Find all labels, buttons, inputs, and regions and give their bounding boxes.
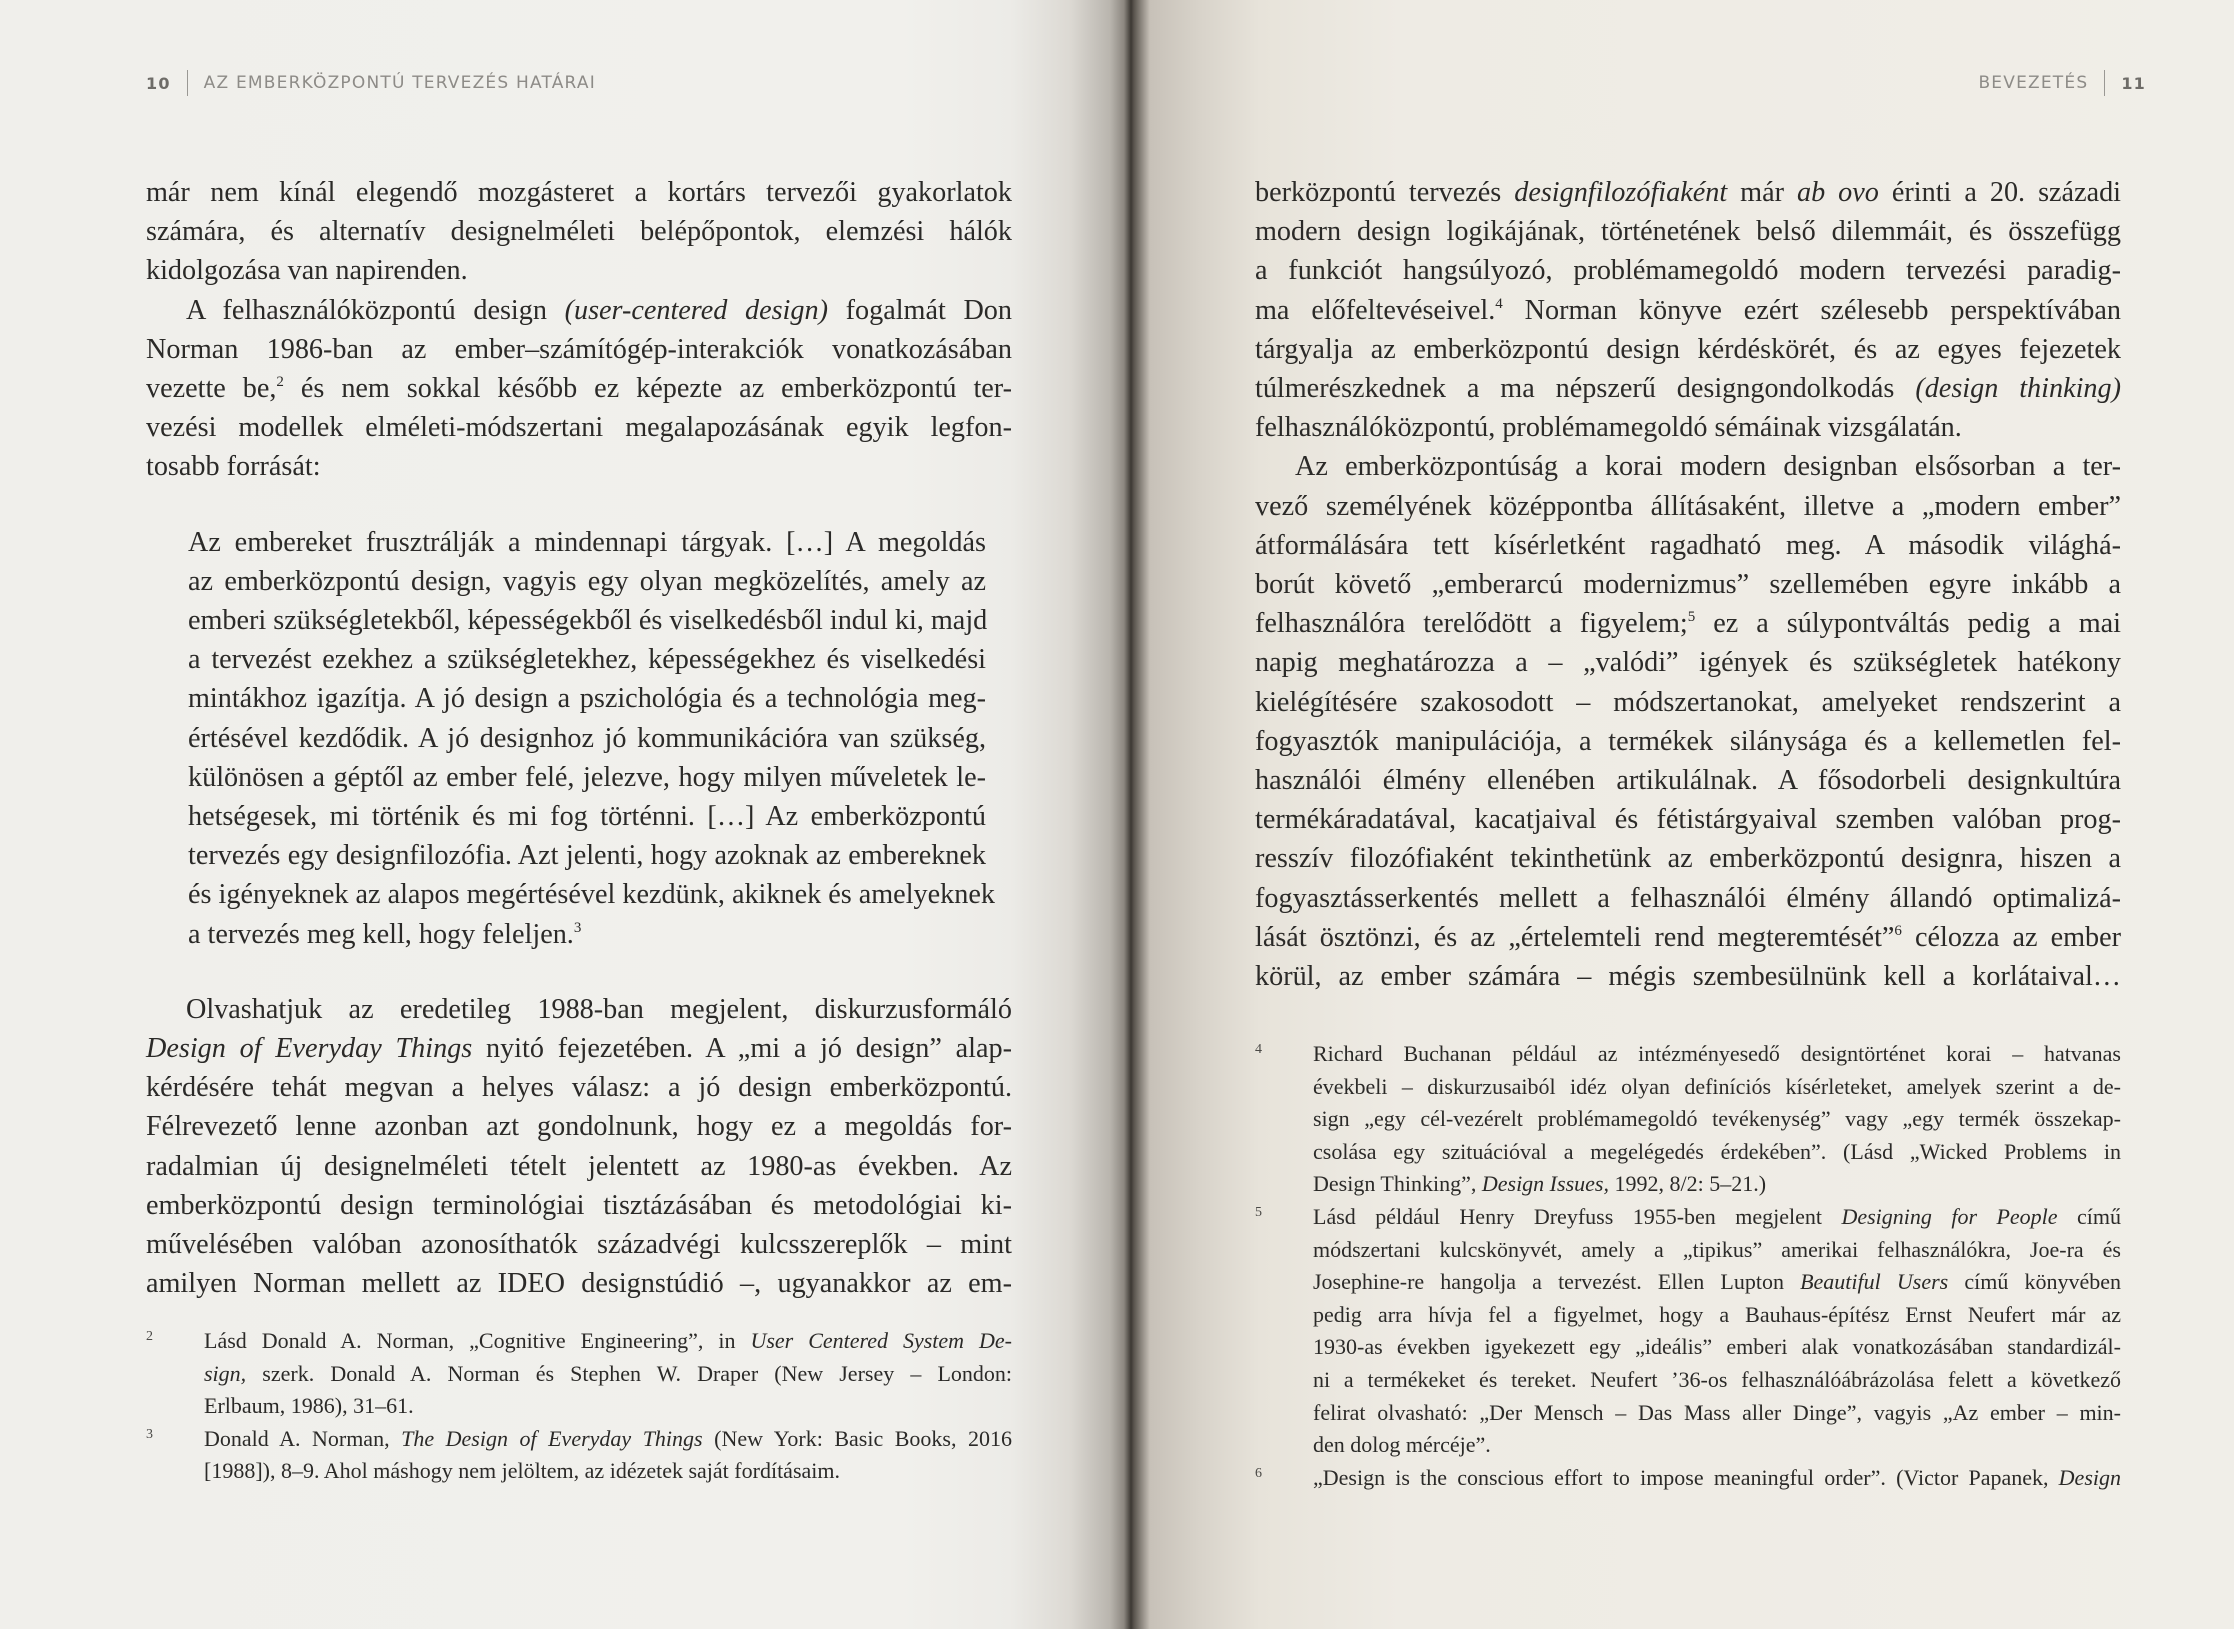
text-line: fogyasztók manipulációja, a termékek silánysága és a kellemetlen fel- (1255, 725, 2121, 757)
footnote-line (1313, 1462, 2121, 1495)
footnote-line (204, 1423, 1012, 1456)
running-head-left (146, 70, 596, 96)
text-line: Félrevezető lenne azonban azt gondolnunk, hogy ez a megoldás for- (146, 1111, 1012, 1143)
text-span: lását ösztönzi, és az „értelemteli rend megteremtését” (1255, 921, 1895, 953)
text-span: (New York: Basic Books, 2016 (702, 1425, 1013, 1451)
right-page (1134, 0, 2234, 1629)
text-line: átformálására tett kísérletként ragadható meg. A második világhá- (1255, 529, 2121, 561)
journal-title: Design Issues, (1481, 1171, 1609, 1197)
text-span: nyitó fejezetében. A „mi a jó design” alap- (472, 1033, 1012, 1065)
text-span: ez a súlypontváltás pedig a mai (1695, 608, 2121, 640)
text-span: című könyvében (1948, 1269, 2121, 1295)
italic-term: designfilozófiaként (1514, 177, 1728, 208)
text-span: Lásd például Henry Dreyfuss 1955-ben megjelent (1313, 1203, 1842, 1229)
text-line: felhasználóközpontú, problémamegoldó sémáinak vizsgálatán. (1255, 412, 1962, 444)
text-line (146, 291, 1012, 330)
footnote-number: 4 (1255, 1042, 1262, 1057)
text-span: fogalmát Don (827, 294, 1012, 326)
footnote-line: Richard Buchanan például az intézményesedő designtörténet korai – hatvanas (1313, 1041, 2121, 1066)
text-span: 1992, 8/2: 5–21.) (1608, 1171, 1767, 1197)
book-title: The Design of Everyday Things (401, 1425, 703, 1451)
text-span: Lásd Donald A. Norman, „Cognitive Engineering”, in (204, 1328, 751, 1353)
footnote-ref[interactable]: 5 (1687, 609, 1696, 626)
footnote-line: módszertani kulcskönyvét, amely a „tipikus” amerikai felhasználókra, Joe-ra és (1313, 1236, 2121, 1262)
text-line: számára, és alternatív designelméleti belépőpontok, elemzési hálók (146, 216, 1012, 248)
text-line: művelésében valóban azonosíthatók századvégi kulcsszereplők – mint (146, 1229, 1012, 1261)
book-title: Designing for People (1841, 1203, 2058, 1229)
page-number: 10 (146, 73, 171, 93)
text-line (146, 1029, 1012, 1068)
text-span: Donald A. Norman, (204, 1425, 402, 1451)
text-span: Josephine-re hangolja a tervezést. Ellen Lupton (1313, 1269, 1801, 1295)
text-line (1255, 604, 2121, 643)
text-span: és nem sokkal később ez képezte az emberközpontú ter- (283, 373, 1013, 405)
text-line: vezési modellek elméleti-módszertani megalapozásának egyik legfon- (146, 412, 1012, 444)
text-span: túlmerészkednek a ma népszerű designgondolkodás (1255, 373, 1916, 405)
footnote-ref[interactable]: 2 (276, 374, 284, 391)
text-span: célozza az ember (1901, 921, 2122, 953)
text-span: című (2057, 1203, 2121, 1229)
footnote (146, 1423, 1012, 1488)
text-line: fogyasztásserkentés mellett a felhasználói élmény állandó optimalizá- (1255, 882, 2121, 914)
quote-line: és igényeknek az alapos megértésével kezdünk, akiknek és amelyeknek (188, 879, 995, 911)
text-span: szerk. Donald A. Norman és Stephen W. Draper (New Jersey – London: (246, 1360, 1012, 1386)
quote-line: értésével kezdődik. A jó designhoz jó kommunikációra van szükség, (188, 722, 986, 754)
quote-line: hetségesek, mi történik és mi fog történni. […] Az emberközpontú (188, 801, 986, 833)
text-line: tárgyalja az emberközpontú design kérdéskörét, és az egyes fejezetek (1255, 333, 2121, 365)
footnote-line: Erlbaum, 1986), 31–61. (204, 1393, 414, 1419)
text-line: körül, az ember számára – mégis szembesülnünk kell a korlátaival… (1255, 961, 2121, 993)
text-line: a funkciót hangsúlyozó, problémamegoldó modern tervezési paradig- (1255, 255, 2121, 287)
footnotes-left (146, 1325, 1012, 1488)
footnote-line (204, 1325, 1012, 1358)
text-line: amilyen Norman mellett az IDEO designstúdió –, ugyanakkor az em- (146, 1268, 1012, 1300)
text-line: kidolgozása van napirenden. (146, 255, 468, 287)
text-line (1255, 291, 2121, 330)
text-span: vezette be, (146, 373, 277, 405)
footnote-number: 6 (1255, 1465, 1262, 1481)
running-head-divider (187, 70, 188, 96)
running-head-divider (2104, 70, 2105, 96)
text-line: kérdésére tehát megvan a helyes válasz: a jó design emberközpontú. (146, 1072, 1012, 1104)
quote-line: különösen a géptől az ember felé, jelezve, hogy milyen műveletek le- (188, 761, 986, 793)
footnote-line (1313, 1201, 2121, 1234)
text-line: Az emberközpontúság a korai modern designban elsősorban a ter- (1295, 451, 2121, 483)
text-span: „Design is the conscious effort to impose meaningful order”. (Victor Papanek, (1313, 1464, 2059, 1490)
running-head-title: BEVEZETÉS (1978, 73, 2089, 93)
text-span: berközpontú tervezés (1255, 177, 1515, 208)
text-line: radalmian új designelméleti tételt jelentett az 1980-as években. Az (146, 1150, 1012, 1182)
footnote-line: [1988]), 8–9. Ahol máshogy nem jelöltem, az idézetek saját fordításaim. (204, 1458, 840, 1484)
text-line (1255, 369, 2121, 408)
paragraph (1255, 447, 2121, 996)
text-span: a tervezés meg kell, hogy feleljen. (188, 918, 574, 950)
footnote-line: csolása egy szituációval a megelégedés érdekében”. (Lásd „Wicked Problems in (1313, 1138, 2121, 1164)
footnote-line: felirat olvasható: „Der Mensch – Das Mass aller Dinge”, vagyis „Az ember – min- (1313, 1399, 2121, 1425)
text-span: A felhasználóközpontú design (186, 294, 565, 326)
text-line: Norman 1986-ban az ember–számítógép-interakciók vonatkozásában (146, 333, 1012, 365)
text-span: ma előfeltevéseivel. (1255, 294, 1496, 326)
footnote-line: 1930-as években igyekezett egy „ideális” emberi alak vonatkozásában standardizál- (1313, 1334, 2121, 1360)
footnote-line (1313, 1266, 2121, 1299)
text-line: tosabb forrását: (146, 451, 321, 483)
footnote-line: ni a termékeket és tereket. Neufert ’36-os felhasználóábrázolása felett a következő (1313, 1366, 2121, 1392)
book-title: Design of Everyday Things (146, 1033, 473, 1065)
text-line: Olvashatjuk az eredetileg 1988-ban megjelent, diskurzusformáló (186, 993, 1012, 1025)
paragraph (146, 173, 1012, 291)
quote-line (146, 915, 1012, 954)
text-span: érinti a 20. századi (1878, 177, 2122, 208)
book-title: User Centered System De- (750, 1328, 1013, 1353)
footnote-line: den dolog mércéje”. (1313, 1432, 1491, 1458)
footnote-number: 3 (146, 1426, 153, 1442)
text-line: már nem kínál elegendő mozgásteret a kortárs tervezői gyakorlatok (146, 177, 1012, 208)
text-span: Design Thinking”, (1313, 1171, 1482, 1197)
text-line: modern design logikájának, történetének belső dilemmáit, és összefügg (1255, 216, 2121, 248)
text-line: termékáradatával, kacatjaival és fétistárgyaival szemben valóban prog- (1255, 804, 2121, 836)
text-line: napig meghatározza a – „valódi” igények és szükségletek hatékony (1255, 647, 2121, 679)
italic-term: (user-centered design) (564, 294, 828, 326)
book-title: Design (2058, 1464, 2121, 1490)
text-line: használói élmény ellenében artikulálnak. A fősodorbeli designkultúra (1255, 765, 2121, 797)
footnote (1255, 1201, 2121, 1462)
footnote-ref[interactable]: 6 (1894, 922, 1902, 939)
quote-line: emberi szükségletekből, képességekből és viselkedésből indul ki, majd (188, 605, 988, 637)
text-line: kielégítésére szakosodott – módszertanokat, amelyeket rendszerint a (1255, 686, 2121, 718)
text-span: felhasználóra terelődött a figyelem; (1255, 608, 1688, 640)
text-line: emberközpontú design terminológiai tisztázásában és metodológiai ki- (146, 1189, 1012, 1221)
quote-line: mintákhoz igazítja. A jó design a pszichológia és a technológia meg- (188, 683, 986, 715)
text-span: már (1727, 177, 1797, 208)
footnote (1255, 1462, 2121, 1495)
footnote (146, 1325, 1012, 1423)
footnote-line: pedig arra hívja fel a figyelmet, hogy a Bauhaus-építész Ernst Neufert már az (1313, 1301, 2121, 1327)
footnote-number: 5 (1255, 1204, 1262, 1220)
quote-line: az emberközpontú design, vagyis egy olyan megközelítés, amely az (188, 565, 986, 597)
text-line: resszív filozófiaként tekinthetünk az emberközpontú designra, hiszen a (1255, 843, 2121, 875)
quote-line: Az embereket frusztrálják a mindennapi tárgyak. […] A megoldás (188, 526, 986, 558)
text-line: vező személyének középpontba állításaként, illetve a „modern ember” (1255, 490, 2121, 522)
book-title: sign, (204, 1360, 247, 1386)
paragraph (146, 291, 1012, 487)
page-number: 11 (2121, 73, 2146, 93)
footnote-ref[interactable]: 4 (1495, 295, 1503, 312)
footnote-line (204, 1358, 1012, 1391)
text-line (1255, 918, 2121, 957)
running-head-right (1978, 70, 2146, 96)
text-line (146, 369, 1012, 408)
footnote-ref[interactable]: 3 (573, 919, 582, 936)
paragraph (146, 990, 1012, 1304)
footnote-number: 2 (146, 1329, 153, 1344)
footnote-line: sign „egy cél-vezérelt problémamegoldó tevékenység” vagy „egy termék összekap- (1313, 1106, 2121, 1132)
footnote (1255, 1038, 2121, 1201)
quote-line: a tervezést ezekhez a szükségletekhez, képességekhez és viselkedési (188, 644, 986, 676)
book-title: Beautiful Users (1800, 1269, 1949, 1295)
italic-term: (design thinking) (1915, 373, 2121, 405)
footnote-line: évekbeli – diskurzusaiból idéz olyan definíciós kísérleteket, amelyek szerint a de- (1313, 1073, 2121, 1099)
paragraph (1255, 173, 2121, 447)
running-head-title: AZ EMBERKÖZPONTÚ TERVEZÉS HATÁRAI (203, 73, 596, 93)
text-line: borút követő „emberarcú modernizmus” szellemében egyre inkább a (1255, 569, 2121, 601)
italic-term: ab ovo (1796, 177, 1879, 208)
footnote-line (1313, 1168, 2121, 1201)
text-span: Norman könyve ezért szélesebb perspektívában (1502, 294, 2121, 326)
quote-line: tervezés egy designfilozófia. Azt jelenti, hogy azoknak az embereknek (188, 840, 986, 872)
body-text-left (146, 173, 1012, 1303)
body-text-right (1255, 173, 2121, 996)
block-quote (146, 523, 1012, 954)
footnotes-right (1255, 1038, 2121, 1494)
text-line (1255, 173, 2121, 212)
